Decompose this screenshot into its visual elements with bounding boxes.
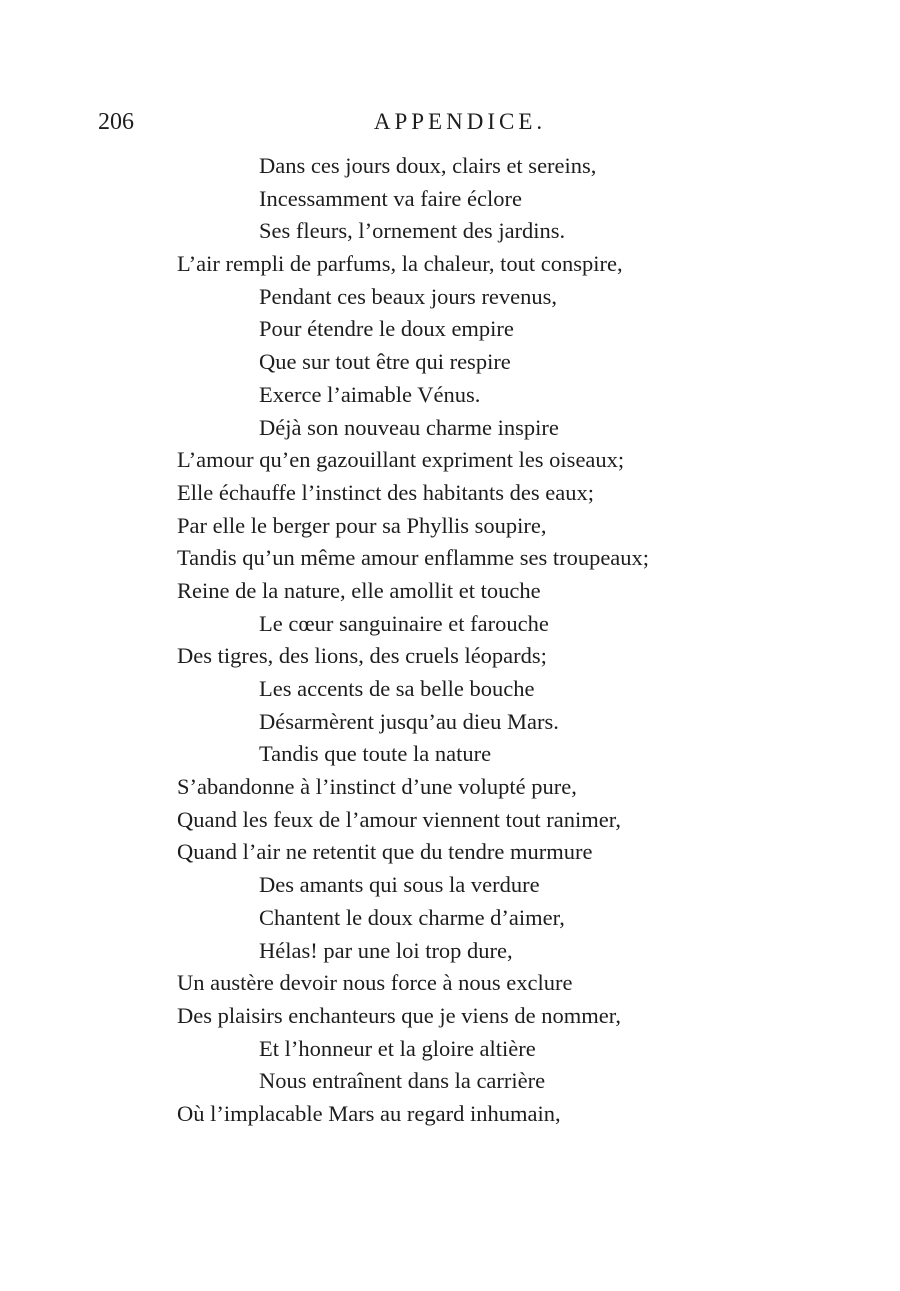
- verse-line: L’amour qu’en gazouillant expriment les oiseaux;: [177, 447, 625, 473]
- page-number: 206: [98, 109, 134, 135]
- verse-line: Et l’honneur et la gloire altière: [259, 1035, 536, 1061]
- verse-line: Elle échauffe l’instinct des habitants des eaux;: [177, 479, 594, 505]
- verse-line: Pendant ces beaux jours revenus,: [259, 283, 558, 309]
- verse-line: Quand l’air ne retentit que du tendre murmure: [177, 839, 593, 865]
- verse-line: Désarmèrent jusqu’au dieu Mars.: [259, 708, 559, 734]
- verse-line: S’abandonne à l’instinct d’une volupté pure,: [177, 774, 577, 800]
- verse-line: Les accents de sa belle bouche: [259, 676, 535, 701]
- verse-line: Pour étendre le doux empire: [259, 316, 514, 342]
- verse-line: Incessamment va faire éclore: [259, 185, 522, 211]
- verse-line: Des plaisirs enchanteurs que je viens de nommer,: [177, 1002, 621, 1028]
- verse-line: Le cœur sanguinaire et farouche: [259, 610, 549, 636]
- verse-line: Quand les feux de l’amour viennent tout ranimer,: [177, 806, 621, 832]
- verse-line: Hélas! par une loi trop dure,: [259, 937, 513, 963]
- verse-line: Un austère devoir nous force à nous exclure: [177, 970, 573, 996]
- verse-line: Tandis qu’un même amour enflamme ses troupeaux;: [177, 545, 650, 571]
- running-head: APPENDICE.: [373, 109, 547, 134]
- verse-line: Chantent le doux charme d’aimer,: [259, 904, 565, 930]
- verse-line: L’air rempli de parfums, la chaleur, tout conspire,: [177, 251, 623, 277]
- page-header: [0, 106, 900, 138]
- verse-line: Par elle le berger pour sa Phyllis soupire,: [177, 512, 547, 538]
- verse-line: Déjà son nouveau charme inspire: [259, 414, 559, 440]
- verse-line: Tandis que toute la nature: [259, 741, 492, 767]
- verse-line: Ses fleurs, l’ornement des jardins.: [259, 218, 566, 244]
- verse-line: Où l’implacable Mars au regard inhumain,: [177, 1100, 561, 1126]
- verse-line: Que sur tout être qui respire: [259, 349, 511, 375]
- verse-line: Reine de la nature, elle amollit et touche: [177, 577, 541, 603]
- verse-line: Dans ces jours doux, clairs et sereins,: [259, 153, 597, 178]
- poem-text: [177, 150, 877, 1131]
- verse-line: Des amants qui sous la verdure: [259, 872, 540, 898]
- verse-line: Des tigres, des lions, des cruels léopards;: [177, 643, 547, 669]
- verse-line: Exerce l’aimable Vénus.: [259, 381, 481, 407]
- verse-line: Nous entraînent dans la carrière: [259, 1068, 546, 1094]
